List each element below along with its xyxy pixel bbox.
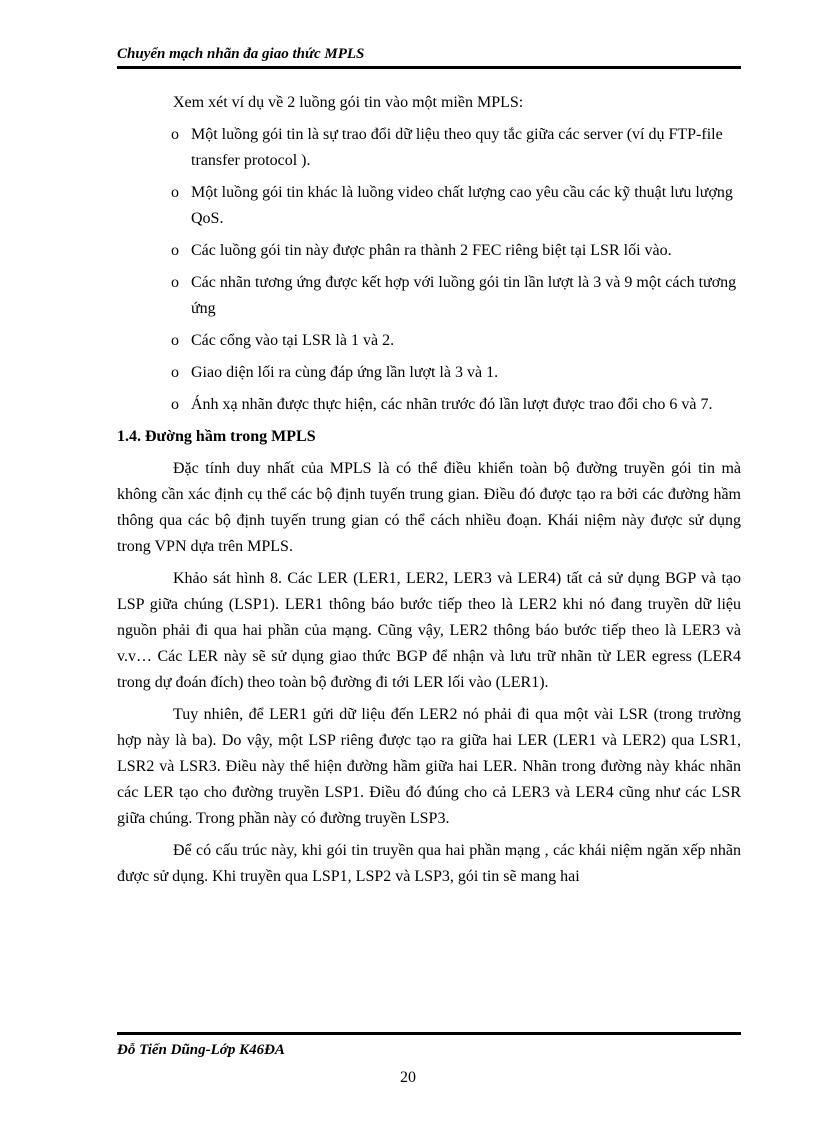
list-item-text: Các cổng vào tại LSR là 1 và 2.	[191, 332, 395, 349]
paragraph: Tuy nhiên, để LER1 gửi dữ liệu đến LER2 nó phải đi qua một vài LSR (trong trường hợp này là ba). Do vậy, một LSP riêng được tạo ra giữa hai LER (LER1 và LER2) qua LSR1, LSR2 và LSR3. Điều này thể hiện đường hầm giữa hai LER. Nhãn trong đường này khác nhãn các LER tạo cho đường truyền LSP1. Điều đó đúng cho cả LER3 và LER4 cũng như các LSR giữa chúng. Trong phần này có đường truyền LSP3.	[117, 706, 741, 827]
footer-rule	[117, 1032, 741, 1035]
list-item-text: Ánh xạ nhãn được thực hiện, các nhãn trước đó lần lượt được trao đổi cho 6 và 7.	[191, 396, 713, 413]
section-heading: 1.4. Đường hầm trong MPLS	[117, 428, 316, 445]
paragraph: Khảo sát hình 8. Các LER (LER1, LER2, LER3 và LER4) tất cả sử dụng BGP và tạo LSP giữa chúng (LSP1). LER1 thông báo bước tiếp theo là LER2 khi nó đang truyền dữ liệu nguồn phải đi qua hai phần của mạng. Cũng vậy, LER2 thông báo bước tiếp theo là LER3 và v.v… Các LER này sẽ sử dụng giao thức BGP để nhận và lưu trữ nhãn từ LER egress (LER4 trong dự đoán đích) theo toàn bộ đường đi tới LER lối vào (LER1).	[117, 570, 741, 691]
list-item	[117, 180, 741, 232]
list-item	[117, 122, 741, 174]
list-item-text: Giao diện lối ra cùng đáp ứng lần lượt là 3 và 1.	[191, 364, 499, 381]
running-header: Chuyển mạch nhãn đa giao thức MPLS	[117, 46, 365, 62]
bullet-circle-icon: o	[171, 184, 179, 201]
bullet-circle-icon: o	[171, 242, 179, 259]
footer-author: Đỗ Tiến Dũng-Lớp K46ĐA	[117, 1042, 285, 1058]
paragraph: Để có cấu trúc này, khi gói tin truyền qua hai phần mạng , các khái niệm ngăn xếp nhãn được sử dụng. Khi truyền qua LSP1, LSP2 và LSP3, gói tin sẽ mang hai	[117, 842, 741, 885]
page-body	[117, 90, 741, 896]
bullet-list	[117, 122, 741, 418]
list-item	[117, 238, 741, 264]
header-rule	[117, 66, 741, 69]
bullet-circle-icon: o	[171, 274, 179, 291]
list-item-text: Các luồng gói tin này được phân ra thành 2 FEC riêng biệt tại LSR lối vào.	[191, 242, 672, 259]
paragraph: Đặc tính duy nhất của MPLS là có thể điều khiển toàn bộ đường truyền gói tin mà không cần xác định cụ thể các bộ định tuyến trung gian. Điều đó được tạo ra bởi các đường hầm thông qua các bộ định tuyến trung gian có thể cách nhiều đoạn. Khái niệm này được sử dụng trong VPN dựa trên MPLS.	[117, 460, 741, 555]
list-item-text: Một luồng gói tin là sự trao đổi dữ liệu theo quy tắc giữa các server (ví dụ FTP-file transfer protocol ).	[191, 126, 723, 169]
list-item-text: Các nhãn tương ứng được kết hợp với luồng gói tin lần lượt là 3 và 9 một cách tương ứng	[191, 274, 737, 317]
bullet-circle-icon: o	[171, 332, 179, 349]
list-item	[117, 360, 741, 386]
bullet-circle-icon: o	[171, 126, 179, 143]
bullet-circle-icon: o	[171, 364, 179, 381]
intro-line: Xem xét ví dụ về 2 luồng gói tin vào một miền MPLS:	[173, 94, 524, 111]
bullet-circle-icon: o	[171, 396, 179, 413]
list-item	[117, 392, 741, 418]
list-item-text: Một luồng gói tin khác là luồng video chất lượng cao yêu cầu các kỹ thuật lưu lượng QoS.	[191, 184, 733, 227]
page-number: 20	[400, 1069, 416, 1086]
list-item	[117, 328, 741, 354]
list-item	[117, 270, 741, 322]
